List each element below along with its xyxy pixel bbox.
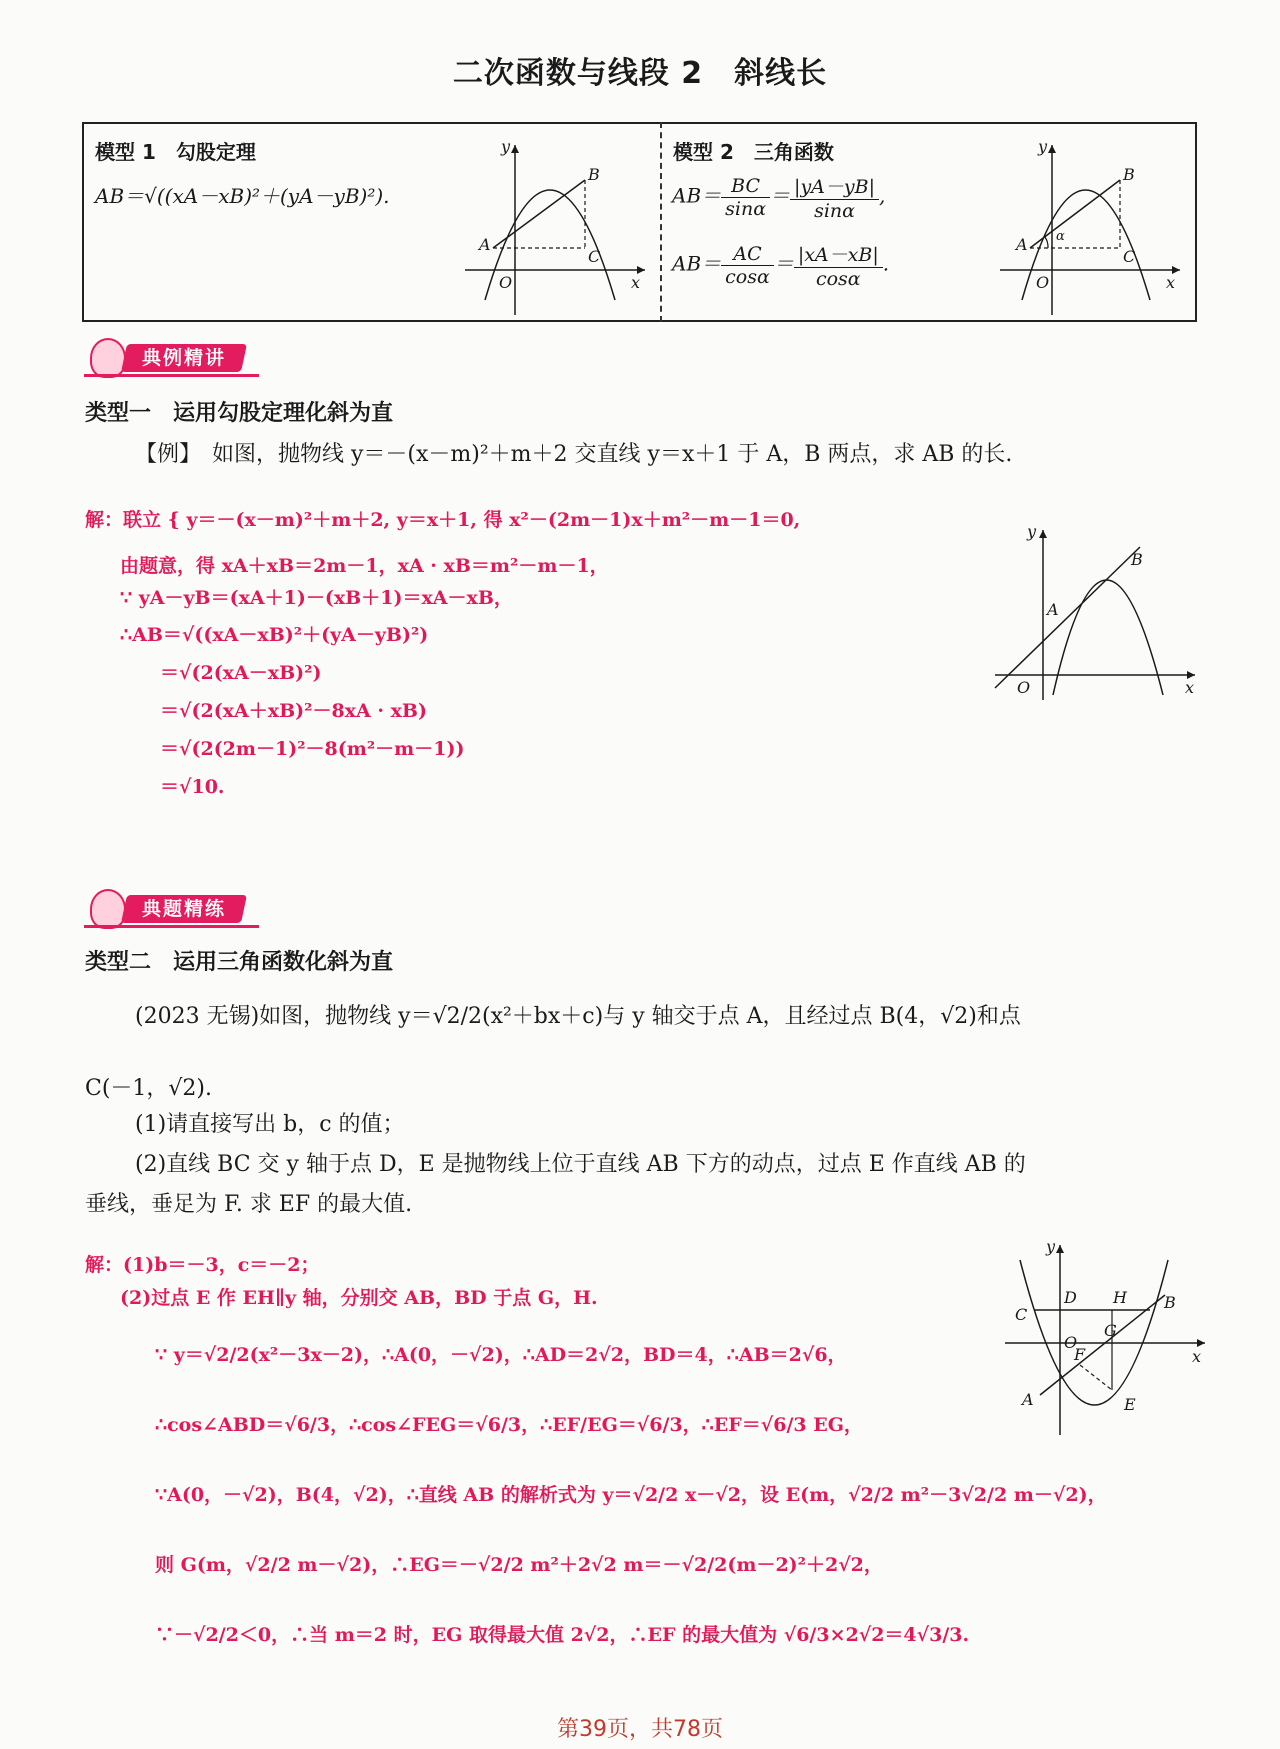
sol2-line: 则 G(m，√2/2 m－√2)，∴EG＝－√2/2 m²＋2√2 m＝－√2/2(m－2)²＋2√2，: [155, 1554, 883, 1576]
model1-formula: AB＝√((xA－xB)²＋(yA－yB)²).: [95, 184, 390, 208]
problem-label-d: D: [1064, 1288, 1077, 1307]
example-label-o: O: [1017, 678, 1031, 697]
problem-line: (1)请直接写出 b，c 的值；: [135, 1112, 405, 1137]
badge1-underline: [84, 374, 259, 377]
badge2-underline: [84, 925, 259, 928]
problem-label-x: x: [1192, 1347, 1202, 1366]
model2-l1-frac2: $\frac{|yA-yB|}{\sin\alpha}$: [790, 172, 879, 222]
sol2-line: (2)过点 E 作 EH∥y 轴，分别交 AB，BD 于点 G，H.: [120, 1287, 598, 1309]
sol2-line: ∴cos∠ABD＝√6/3，∴cos∠FEG＝√6/3，∴EF/EG＝√6/3，∴EF＝√6/3 EG，: [155, 1414, 863, 1436]
mascot-icon: [90, 338, 126, 378]
example-label-y: y: [1027, 525, 1037, 541]
model2-l2-frac2: $\frac{|xA-xB|}{\cos\alpha}$: [794, 240, 883, 290]
problem-graph: [1000, 1240, 1210, 1440]
page-title: 二次函数与线段 2 斜线长: [452, 56, 828, 91]
problem-line: C(－1，√2).: [85, 1076, 213, 1101]
model2-label-c: C: [1123, 247, 1136, 266]
problem-label-y: y: [1046, 1240, 1056, 1256]
model1-label-x: x: [631, 273, 641, 292]
model2-l1-lhs: AB＝: [672, 183, 722, 208]
problem-line: 垂线，垂足为 F. 求 EF 的最大值.: [85, 1192, 413, 1217]
model2-label-alpha: α: [1056, 229, 1065, 244]
model2-label-y: y: [1038, 140, 1048, 156]
model2-graph: [990, 140, 1190, 320]
model1-label-b: B: [588, 165, 600, 184]
problem-label-e: E: [1124, 1395, 1136, 1414]
model2-label-a: A: [1016, 235, 1028, 254]
problem-label-a: A: [1022, 1390, 1034, 1409]
model2-formula-line2: AB＝ $\frac{AC}{\cos\alpha}$ ＝ $\frac{|xA-xB|}{\cos\alpha}$ .: [672, 240, 889, 290]
model2-l2-frac1: $\frac{AC}{\cos\alpha}$: [721, 243, 774, 288]
model1-label-y: y: [501, 140, 511, 156]
sol1-line: ∵ yA－yB＝(xA＋1)－(xB＋1)＝xA－xB，: [120, 587, 513, 609]
sol1-line: ＝√(2(xA－xB)²): [160, 662, 322, 684]
badge2-label: 典题精练: [141, 898, 226, 920]
sol1-line: 解：联立 { y＝－(x－m)²＋m＋2, y＝x＋1, 得 x²－(2m－1)x＋m²－m－1＝0,: [85, 509, 801, 531]
example-label-b: B: [1131, 550, 1143, 569]
model1-graph: [455, 140, 655, 320]
model-divider: [660, 122, 662, 322]
model2-l1-frac1: $\frac{BC}{\sin\alpha}$: [721, 175, 770, 220]
type1-heading: 类型一 运用勾股定理化斜为直: [85, 401, 394, 426]
problem-label-c: C: [1015, 1305, 1028, 1324]
model2-title: 模型 2 三角函数: [673, 140, 834, 164]
sol2-line: ∵ y＝√2/2(x²－3x－2)，∴A(0，－√2)，∴AD＝2√2，BD＝4，∴AB＝2√6，: [155, 1344, 847, 1366]
problem-label-f: F: [1074, 1345, 1086, 1364]
example-label-x: x: [1185, 678, 1195, 697]
problem-label-h: H: [1113, 1288, 1127, 1307]
problem-line: (2023 无锡)如图，抛物线 y＝√2/2(x²＋bx＋c)与 y 轴交于点 A，且经过点 B(4，√2)和点: [135, 1004, 1021, 1029]
page-number: 第39页，共78页: [557, 1717, 723, 1742]
problem-line: (2)直线 BC 交 y 轴于点 D，E 是抛物线上位于直线 AB 下方的动点，过点 E 作直线 AB 的: [135, 1152, 1026, 1177]
sol2-line: 解：(1)b＝－3，c＝－2；: [85, 1254, 320, 1276]
example-text: 【例】 如图，抛物线 y＝－(x－m)²＋m＋2 交直线 y＝x＋1 于 A，B 两点，求 AB 的长.: [135, 442, 1013, 467]
model2-label-o: O: [1036, 273, 1050, 292]
sol1-line: ＝√(2(xA＋xB)²－8xA · xB): [160, 700, 427, 722]
problem-label-o: O: [1064, 1333, 1078, 1352]
type2-heading: 类型二 运用三角函数化斜为直: [85, 950, 394, 975]
example-graph: [985, 525, 1205, 700]
sol2-line: ∵A(0，－√2)，B(4，√2)，∴直线 AB 的解析式为 y＝√2/2 x－√2，设 E(m，√2/2 m²－3√2/2 m－√2)，: [155, 1484, 1107, 1506]
sol1-line: ＝√(2(2m－1)²－8(m²－m－1)): [160, 738, 465, 760]
badge1-label: 典例精讲: [141, 347, 226, 369]
sol1-line: ∴AB＝√((xA－xB)²＋(yA－yB)²): [120, 624, 429, 646]
sol1-line: 由题意，得 xA＋xB＝2m－1，xA · xB＝m²－m－1，: [120, 555, 609, 577]
problem-label-b: B: [1164, 1293, 1176, 1312]
model2-label-b: B: [1123, 165, 1135, 184]
badge-typical-practice: [82, 887, 262, 931]
model2-label-x: x: [1166, 273, 1176, 292]
problem-label-g: G: [1104, 1321, 1117, 1340]
example-label-a: A: [1047, 600, 1059, 619]
model1-label-o: O: [499, 273, 513, 292]
sol1-line: ＝√10.: [160, 776, 225, 798]
model2-l2-lhs: AB＝: [672, 251, 722, 276]
model1-title: 模型 1 勾股定理: [95, 140, 256, 164]
model1-label-a: A: [479, 235, 491, 254]
badge-typical-example: [82, 336, 262, 380]
sol2-line: ∵－√2/2＜0，∴当 m＝2 时，EG 取得最大值 2√2，∴EF 的最大值为 √6/3×2√2＝4√3/3.: [155, 1624, 970, 1646]
mascot-icon: [90, 889, 126, 929]
model1-label-c: C: [588, 247, 601, 266]
model2-formula-line1: AB＝ $\frac{BC}{\sin\alpha}$ ＝ $\frac{|yA-yB|}{\sin\alpha}$ ,: [672, 172, 885, 222]
